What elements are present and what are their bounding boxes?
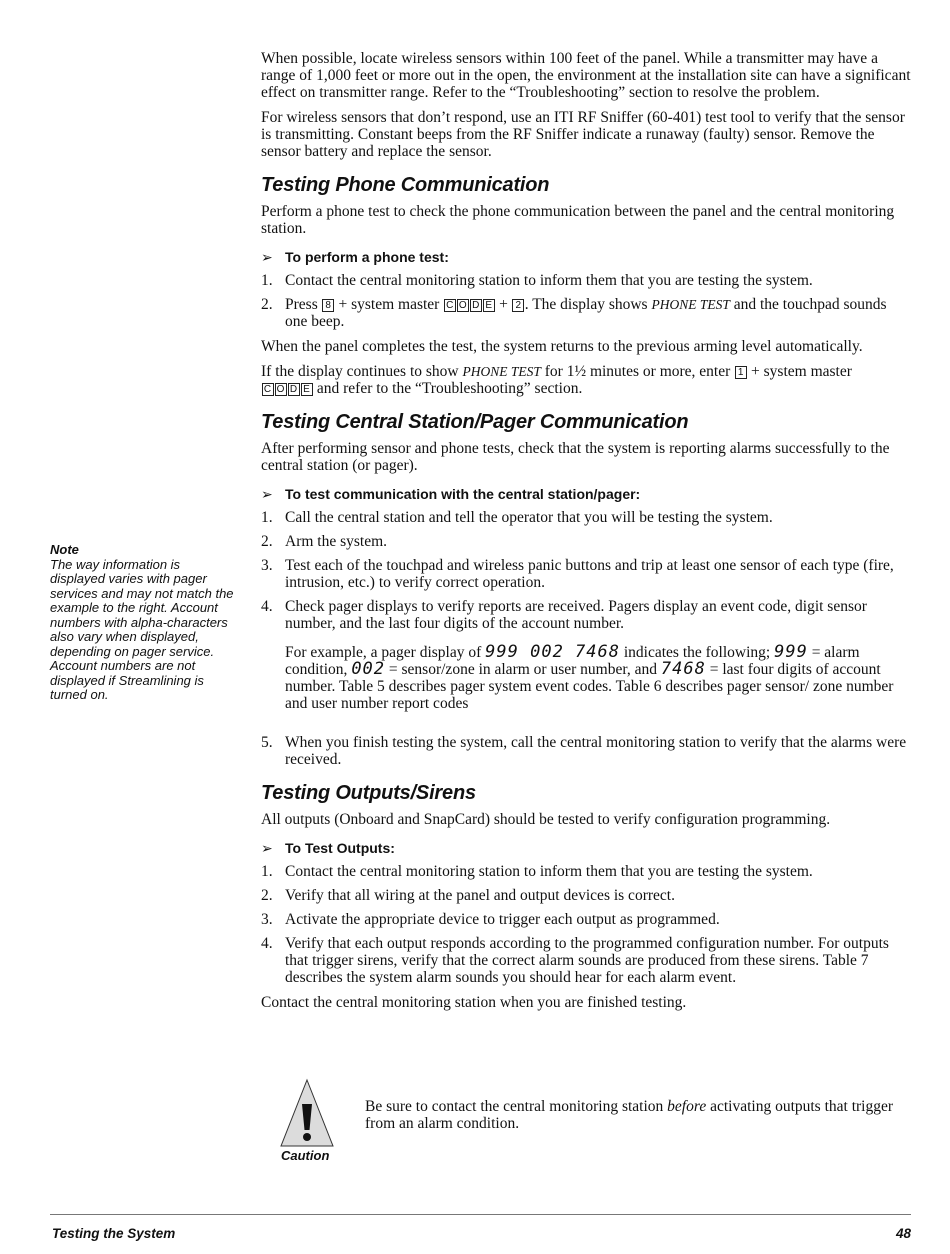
step-text: Press xyxy=(285,296,318,313)
key-d: D xyxy=(288,383,300,396)
event-code: 999 xyxy=(774,642,808,662)
step-number: 1. xyxy=(261,863,273,880)
step-text: + system master xyxy=(338,296,440,313)
display-text: PHONE TEST xyxy=(462,364,541,379)
step-text: Call the central station and tell the operator that you will be testing the system. xyxy=(285,509,773,526)
key-8: 8 xyxy=(322,299,334,312)
step-text: Verify that all wiring at the panel and output devices is correct. xyxy=(285,887,675,904)
step-number: 1. xyxy=(261,272,273,289)
list-item xyxy=(261,533,911,550)
caution-label: Caution xyxy=(281,1148,330,1163)
side-note xyxy=(50,543,235,703)
list-item xyxy=(261,509,911,526)
step-text: Test each of the touchpad and wireless panic buttons and trip at least one sensor of each type (fire, intrusion, etc.) to verify correct operation. xyxy=(285,557,894,591)
step-text: . The display shows xyxy=(524,296,648,313)
step-text: Check pager displays to verify reports are received. Pagers display an event code, digit sensor number, and the last four digits of the account number. xyxy=(285,598,867,632)
page-footer xyxy=(50,1214,911,1241)
outputs-intro: All outputs (Onboard and SnapCard) should be tested to verify configuration programming. xyxy=(261,811,831,828)
list-item xyxy=(261,598,911,712)
procedure-label: To perform a phone test: xyxy=(285,249,449,265)
procedure-heading xyxy=(261,249,911,266)
step-text: and the touchpad sounds one beep. xyxy=(285,296,887,330)
step-number: 5. xyxy=(261,734,273,751)
pager-display: 999 002 7468 xyxy=(485,642,620,662)
key-e: E xyxy=(301,383,313,396)
list-item xyxy=(261,887,911,904)
page-number: 48 xyxy=(895,1226,911,1241)
text: and refer to the “Troubleshooting” section. xyxy=(316,380,583,397)
list-item xyxy=(261,296,911,330)
central-steps xyxy=(261,509,911,768)
note-text: The way information is displayed varies with pager services and may not match the example to the right. Account numbers with alpha-characters also vary when displayed, depending on pager service. Account numbers are not displayed if Streamlining is turned on. xyxy=(50,556,234,702)
text: For example, a pager display of xyxy=(285,644,482,661)
text: activating outputs that trigger from an alarm condition. xyxy=(365,1098,894,1132)
main-content xyxy=(261,50,911,1019)
emphasis: before xyxy=(667,1098,707,1115)
central-intro: After performing sensor and phone tests, check that the system is reporting alarms successfully to the central station (or pager). xyxy=(261,440,890,474)
intro-paragraph: For wireless sensors that don’t respond, use an ITI RF Sniffer (60-401) test tool to verify that the sensor is transmitting. Constant beeps from the RF Sniffer indicate a runaway (faulty) sensor. Remove the sensor battery and replace the sensor. xyxy=(261,109,905,160)
text: If the display continues to show xyxy=(261,363,459,380)
key-c: C xyxy=(262,383,274,396)
pager-example xyxy=(285,644,911,712)
list-item xyxy=(261,935,911,986)
phone-intro: Perform a phone test to check the phone communication between the panel and the central monitoring station. xyxy=(261,203,895,237)
text: indicates the following; xyxy=(623,644,771,661)
arrow-icon: ➢ xyxy=(261,840,273,856)
step-text: Contact the central monitoring station to inform them that you are testing the system. xyxy=(285,863,813,880)
step-text: + xyxy=(499,296,508,313)
procedure-heading xyxy=(261,840,911,857)
step-number: 2. xyxy=(261,887,273,904)
step-number: 3. xyxy=(261,911,273,928)
step-number: 3. xyxy=(261,557,273,574)
list-item xyxy=(261,863,911,880)
arrow-icon: ➢ xyxy=(261,249,273,265)
phone-steps xyxy=(261,272,911,330)
step-number: 4. xyxy=(261,598,273,615)
text: = last four digits of account number. Table 5 describes pager system event codes. Table 6 describes pager sensor/ zone number and user number report codes xyxy=(285,661,894,712)
key-d: D xyxy=(470,299,482,312)
footer-section: Testing the System xyxy=(52,1226,176,1241)
key-o: O xyxy=(275,383,287,396)
procedure-label: To test communication with the central station/pager: xyxy=(285,486,641,502)
note-title: Note xyxy=(50,542,79,557)
arrow-icon: ➢ xyxy=(261,486,273,502)
key-o: O xyxy=(457,299,469,312)
account-code: 7468 xyxy=(660,659,706,679)
text: Be sure to contact the central monitoring station xyxy=(365,1098,664,1115)
caution-box xyxy=(275,1078,915,1178)
section-heading-phone: Testing Phone Communication xyxy=(261,174,550,196)
text: = alarm condition, xyxy=(285,644,860,678)
step-number: 1. xyxy=(261,509,273,526)
step-number: 4. xyxy=(261,935,273,952)
key-c: C xyxy=(444,299,456,312)
zone-code: 002 xyxy=(351,659,386,679)
outputs-closing: Contact the central monitoring station when you are finished testing. xyxy=(261,994,687,1011)
intro-paragraph: When possible, locate wireless sensors within 100 feet of the panel. While a transmitter may have a range of 1,000 feet or more out in the open, the environment at the installation site can have a significant effect on transmitter range. Refer to the “Troubleshooting” section to resolve the problem. xyxy=(261,50,911,101)
section-heading-central: Testing Central Station/Pager Communication xyxy=(261,411,689,433)
text: = sensor/zone in alarm or user number, and xyxy=(388,661,658,678)
phone-after: When the panel completes the test, the system returns to the previous arming level automatically. xyxy=(261,338,863,355)
procedure-heading xyxy=(261,486,911,503)
step-number: 2. xyxy=(261,533,273,550)
outputs-steps xyxy=(261,863,911,986)
phone-continue xyxy=(261,363,911,397)
list-item xyxy=(261,734,911,768)
list-item xyxy=(261,911,911,928)
step-text: Verify that each output responds according to the programmed configuration number. For outputs that trigger sirens, verify that the correct alarm sounds are produced from these sirens. Table 7 describes the system alarm sounds you should hear for each alarm event. xyxy=(285,935,889,986)
caution-text xyxy=(365,1098,905,1132)
section-heading-outputs: Testing Outputs/Sirens xyxy=(261,782,476,804)
display-text: PHONE TEST xyxy=(651,297,730,312)
step-number: 2. xyxy=(261,296,273,313)
step-text: Activate the appropriate device to trigger each output as programmed. xyxy=(285,911,720,928)
key-2: 2 xyxy=(512,299,524,312)
step-text: When you finish testing the system, call the central monitoring station to verify that the alarms were received. xyxy=(285,734,907,768)
step-text: Contact the central monitoring station to inform them that you are testing the system. xyxy=(285,272,813,289)
key-1: 1 xyxy=(735,366,747,379)
step-text: Arm the system. xyxy=(285,533,388,550)
key-e: E xyxy=(483,299,495,312)
procedure-label: To Test Outputs: xyxy=(285,840,395,856)
text: for 1½ minutes or more, enter xyxy=(544,363,731,380)
caution-icon xyxy=(279,1078,335,1148)
text: + system master xyxy=(751,363,852,380)
list-item xyxy=(261,557,911,591)
list-item xyxy=(261,272,911,289)
